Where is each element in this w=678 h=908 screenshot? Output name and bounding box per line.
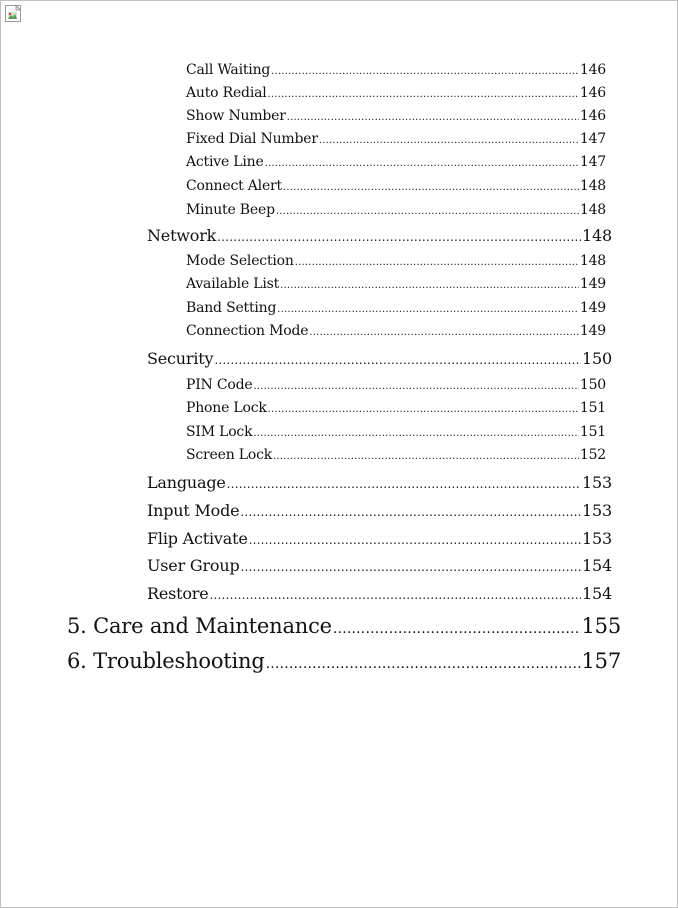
toc-entry-page-number: 146 <box>579 108 606 124</box>
toc-dot-leader <box>266 647 581 678</box>
toc-entry-page-number: 146 <box>579 85 606 101</box>
toc-entry-page-number: 148 <box>579 178 606 194</box>
toc-entry-page-number: 146 <box>579 62 606 78</box>
toc-entry-title: Minute Beep <box>186 202 275 218</box>
toc-entry-page-number: 149 <box>579 300 606 316</box>
toc-dot-leader <box>265 153 579 173</box>
toc-entry-title: Mode Selection <box>186 253 294 269</box>
toc-dot-leader <box>333 612 581 643</box>
toc-entry-title: Screen Lock <box>186 447 273 463</box>
toc-entry[interactable] <box>186 153 606 171</box>
toc-entry-title: Flip Activate <box>147 529 248 548</box>
toc-entry[interactable] <box>186 107 606 125</box>
toc-entry-page-number: 153 <box>582 529 612 548</box>
toc-entry-title: PIN Code <box>186 377 253 393</box>
toc-entry[interactable] <box>147 583 612 605</box>
toc-entry[interactable] <box>147 528 612 550</box>
toc-dot-leader <box>273 446 579 466</box>
toc-entry-page-number: 154 <box>582 556 612 575</box>
toc-entry[interactable] <box>147 555 612 577</box>
toc-entry[interactable] <box>147 348 612 370</box>
toc-dot-leader <box>268 84 579 104</box>
toc-entry-title: Language <box>147 473 226 492</box>
toc-entry[interactable] <box>186 201 606 219</box>
toc-entry-title: SIM Lock <box>186 424 253 440</box>
toc-entry-title: 5. Care and Maintenance <box>67 614 332 638</box>
toc-entry-title: User Group <box>147 556 240 575</box>
toc-entry[interactable] <box>147 500 612 522</box>
toc-entry[interactable] <box>186 130 606 148</box>
toc-entry-title: Band Setting <box>186 300 277 316</box>
toc-dot-leader <box>271 61 579 81</box>
toc-entry-page-number: 153 <box>582 473 612 492</box>
toc-entry-title: Connection Mode <box>186 323 309 339</box>
toc-dot-leader <box>227 472 581 495</box>
toc-entry-page-number: 149 <box>579 276 606 292</box>
toc-dot-leader <box>253 376 578 396</box>
toc-entry[interactable] <box>186 423 606 441</box>
toc-dot-leader <box>214 348 581 371</box>
toc-entry-title: Show Number <box>186 108 286 124</box>
toc-dot-leader <box>268 399 579 419</box>
toc-entry[interactable] <box>186 299 606 317</box>
toc-entry-title: Restore <box>147 584 209 603</box>
toc-entry-title: Security <box>147 349 214 368</box>
toc-entry-page-number: 153 <box>582 501 612 520</box>
toc-entry-title: Available List <box>186 276 280 292</box>
toc-entry-page-number: 157 <box>581 649 621 673</box>
toc-entry-title: Active Line <box>186 154 264 170</box>
toc-dot-leader <box>253 423 579 443</box>
toc-entry[interactable] <box>67 647 621 675</box>
toc-dot-leader <box>240 500 581 523</box>
toc-dot-leader <box>210 583 582 606</box>
toc-entry-page-number: 152 <box>579 447 606 463</box>
toc-entry-page-number: 148 <box>579 202 606 218</box>
toc-entry-page-number: 149 <box>579 323 606 339</box>
toc-entry-page-number: 147 <box>579 154 606 170</box>
toc-dot-leader <box>283 177 579 197</box>
toc-dot-leader <box>295 252 579 272</box>
toc-entry-page-number: 155 <box>581 614 621 638</box>
toc-entry-page-number: 147 <box>579 131 606 147</box>
broken-image-icon <box>4 4 24 24</box>
toc-entry-page-number: 150 <box>582 349 612 368</box>
toc-entry-title: Input Mode <box>147 501 240 520</box>
toc-entry-title: Phone Lock <box>186 400 267 416</box>
toc-entry-page-number: 148 <box>582 226 612 245</box>
toc-dot-leader <box>276 201 579 221</box>
toc-entry-page-number: 148 <box>579 253 606 269</box>
toc-entry[interactable] <box>186 446 606 464</box>
toc-entry[interactable] <box>186 61 606 79</box>
toc-dot-leader <box>217 225 581 248</box>
toc-dot-leader <box>319 130 579 150</box>
toc-entry-title: Auto Redial <box>186 85 267 101</box>
toc-entry-page-number: 150 <box>579 377 606 393</box>
toc-entry[interactable] <box>147 472 612 494</box>
toc-dot-leader <box>249 528 581 551</box>
toc-dot-leader <box>241 555 582 578</box>
toc-dot-leader <box>280 275 579 295</box>
toc-entry[interactable] <box>186 177 606 195</box>
toc-entry[interactable] <box>186 84 606 102</box>
toc-entry-page-number: 151 <box>579 400 606 416</box>
toc-entry[interactable] <box>186 322 606 340</box>
toc-entry[interactable] <box>67 612 621 640</box>
toc-entry-title: Connect Alert <box>186 178 282 194</box>
toc-entry-page-number: 151 <box>579 424 606 440</box>
toc-dot-leader <box>309 322 579 342</box>
toc-entry-page-number: 154 <box>582 584 612 603</box>
toc-entry[interactable] <box>186 252 606 270</box>
toc-entry-title: Fixed Dial Number <box>186 131 318 147</box>
toc-entry-title: 6. Troubleshooting <box>67 649 265 673</box>
toc-dot-leader <box>277 299 579 319</box>
toc-dot-leader <box>287 107 579 127</box>
toc-entry[interactable] <box>147 225 612 247</box>
toc-entry[interactable] <box>186 376 606 394</box>
toc-entry-title: Network <box>147 226 217 245</box>
toc-entry-title: Call Waiting <box>186 62 271 78</box>
toc-entry[interactable] <box>186 275 606 293</box>
toc-entry[interactable] <box>186 399 606 417</box>
